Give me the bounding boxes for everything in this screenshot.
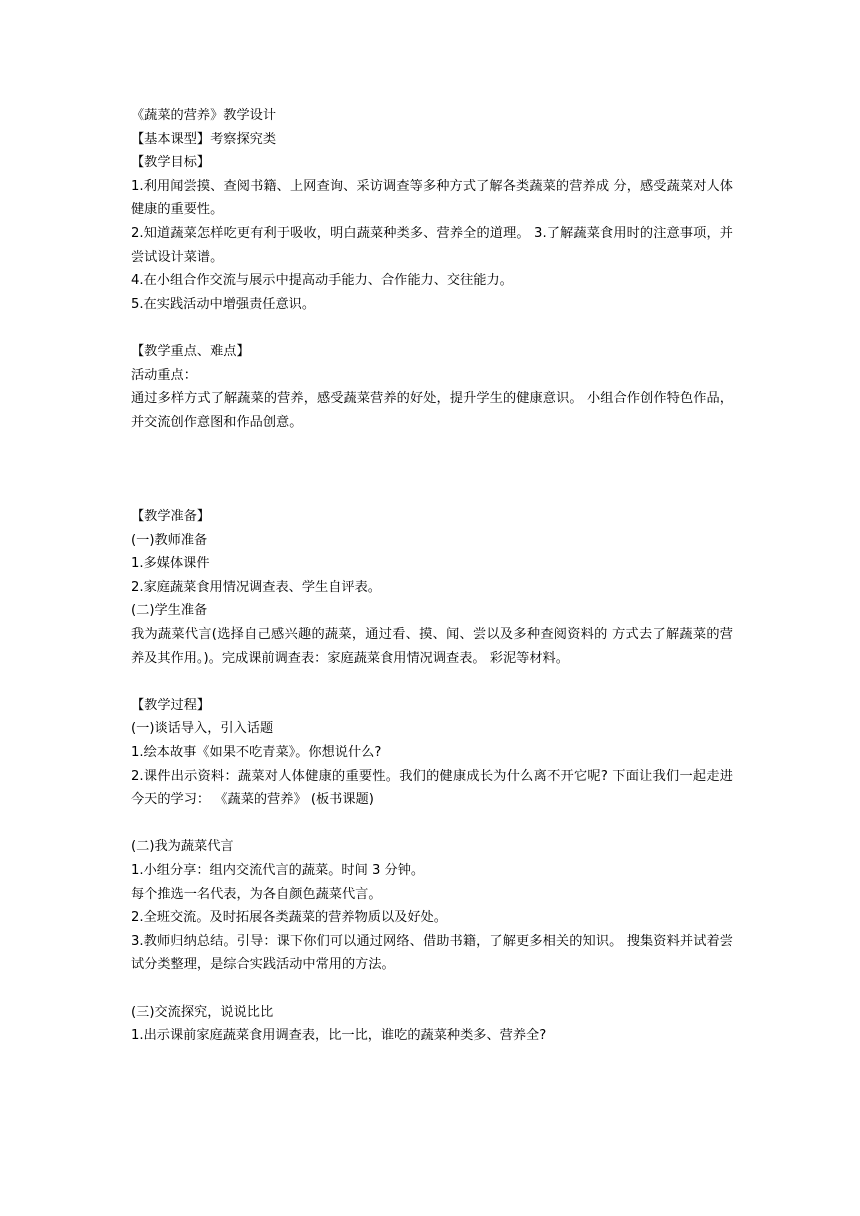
student-prep-text: 我为蔬菜代言(选择自己感兴趣的蔬菜，通过看、摸、闻、尝以及多种查阅资料的 方式去了解蔬菜的营养及其作用。)。完成课前调查表：家庭蔬菜食用情况调查表。 彩泥等材料。: [131, 627, 733, 666]
goals-heading: 【教学目标】: [131, 155, 211, 171]
key-text: 通过多样方式了解蔬菜的营养，感受蔬菜营养的好处，提升学生的健康意识。 小组合作创作特色作品，并交流创作意图和作品创意。: [131, 391, 733, 430]
spacer: [131, 482, 733, 506]
step3-heading: (三)交流探究，说说比比: [131, 1004, 274, 1020]
process-heading: 【教学过程】: [131, 697, 211, 713]
spacer: [131, 670, 733, 694]
step1-heading: (一)谈话导入，引入话题: [131, 721, 274, 737]
step3-item: 1.出示课前家庭蔬菜食用调查表，比一比，谁吃的蔬菜种类多、营养全?: [131, 1028, 547, 1044]
step2-item: 2.全班交流。及时拓展各类蔬菜的营养物质以及好处。: [131, 910, 447, 926]
spacer: [131, 434, 733, 481]
spacer: [131, 316, 733, 340]
teacher-prep-item: 1.多媒体课件: [131, 556, 210, 572]
key-heading: 【教学重点、难点】: [131, 343, 250, 359]
goal-item: 4.在小组合作交流与展示中提高动手能力、合作能力、交往能力。: [131, 273, 513, 289]
step2-item: 3.教师归纳总结。引导：课下你们可以通过网络、借助书籍，了解更多相关的知识。 搜集资料并试着尝试分类整理，是综合实践活动中常用的方法。: [131, 933, 733, 973]
goal-item: 2.知道蔬菜怎样吃更有利于吸收，明白蔬菜种类多、营养全的道理。 3.了解蔬菜食用时的注意事项，并尝试设计菜谱。: [131, 225, 733, 265]
prep-heading: 【教学准备】: [131, 509, 211, 525]
goal-item: 5.在实践活动中增强责任意识。: [131, 296, 316, 312]
teacher-prep-item: 2.家庭蔬菜食用情况调查表、学生自评表。: [131, 579, 381, 595]
key-label: 活动重点：: [131, 367, 197, 383]
step1-item: 1.绘本故事《如果不吃青菜》。你想说什么?: [131, 745, 382, 761]
step2-heading: (二)我为蔬菜代言: [131, 839, 234, 855]
step2-item: 1.小组分享：组内交流代言的蔬菜。时间 3 分钟。: [131, 863, 425, 878]
step2-item: 每个推选一名代表，为各自颜色蔬菜代言。: [131, 886, 382, 902]
basic-type: 【基本课型】考察探究类: [131, 131, 277, 147]
step1-item: 2.课件出示资料：蔬菜对人体健康的重要性。我们的健康成长为什么离不开它呢? 下面让我们一起走进今天的学习： 《蔬菜的营养》 (板书课题): [131, 768, 733, 808]
student-prep-heading: (二)学生准备: [131, 603, 208, 619]
spacer: [131, 812, 733, 836]
document-title: 《蔬菜的营养》教学设计: [131, 108, 277, 123]
teacher-prep-heading: (一)教师准备: [131, 532, 208, 548]
document-body: [131, 104, 733, 1048]
spacer: [131, 977, 733, 1001]
goal-item: 1.利用闻尝摸、查阅书籍、上网查询、采访调查等多种方式了解各类蔬菜的营养成 分，感受蔬菜对人体健康的重要性。: [131, 178, 733, 218]
